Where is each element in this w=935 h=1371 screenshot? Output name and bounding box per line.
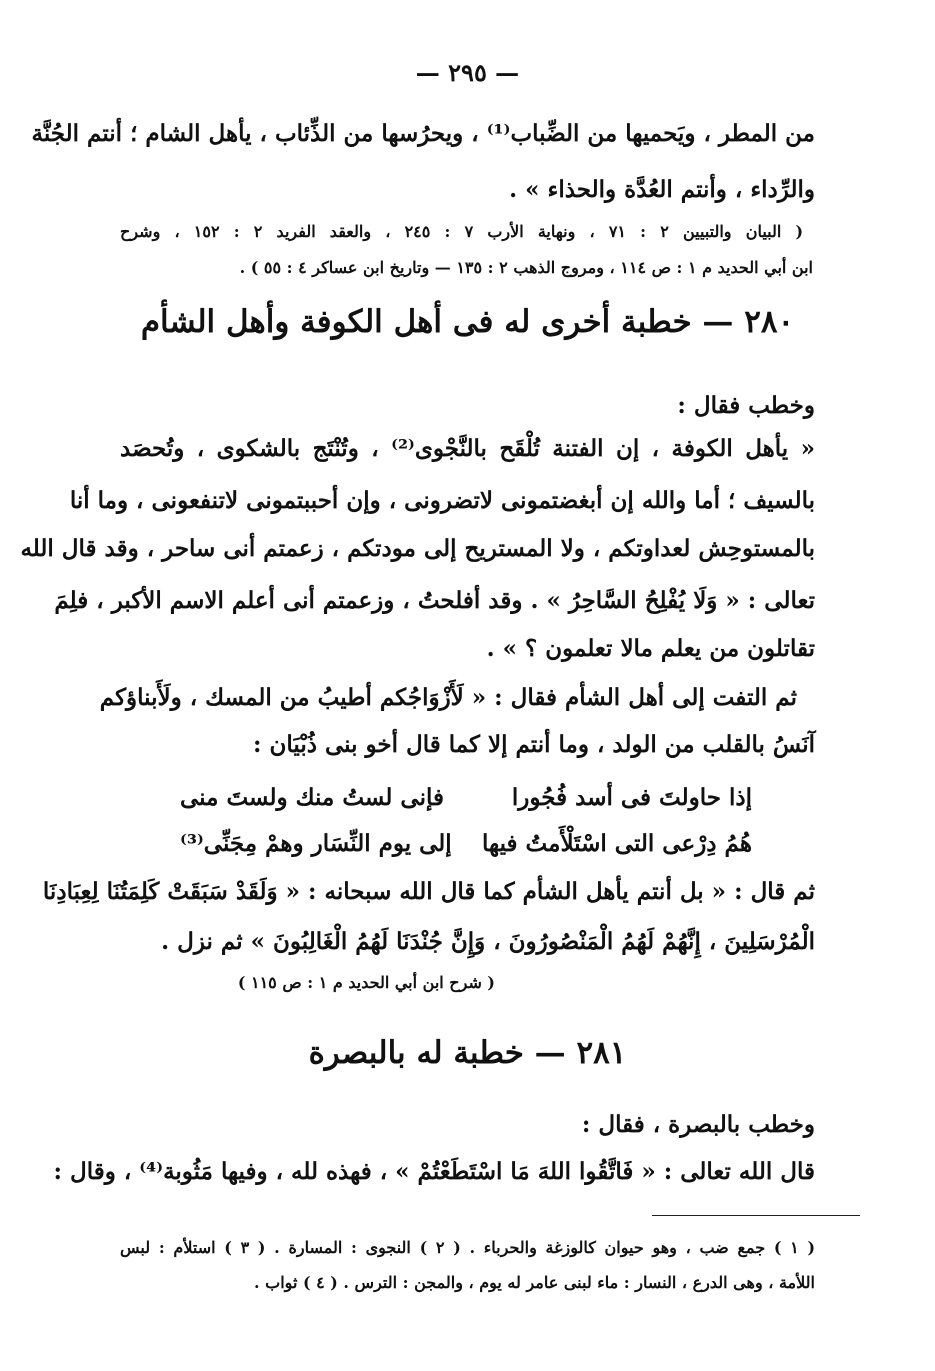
para1-line-4: بالمستوحِش لعداوتكم ، ولا المستريح إلى مودتكم ، زعمتم أنى ساحر ، وقد قال الله [20,535,815,562]
para3-line-1: ثم قال : « بل أنتم يأهل الشأم كما قال الله سبحانه : « وَلَقَدْ سَبَقَتْ كَلِمَتُنَا لِعِبَادِنَا [42,878,815,905]
para3-line-2: الْمُرْسَلِينَ ، إِنَّهُمْ لَهُمُ الْمَنْصُورُونَ ، وَإِنَّ جُنْدَنَا لَهُمُ الْغَالِبُونَ » ثم نزل . [161,928,815,955]
source-citation-2: ( شرح ابن أبي الحديد م ١ : ص ١١٥ ) [237,973,495,992]
para2-line-2: آنَسُ بالقلب من الولد ، وما أنتم إلا كما قال أخو بنى ذُبْيَان : [253,731,815,758]
section-heading-280: ٢٨٠ — خطبة أخرى له فى أهل الكوفة وأهل الشأم [140,304,795,340]
para1-line-3: بالسيف ؛ أما والله إن أبغضتمونى لاتضرونى ، وإن أحببتمونى لاتنفعونى ، وما أنا [69,487,815,514]
para4-line-1: وخطب بالبصرة ، فقال : [581,1111,815,1138]
page-number: — ٢٩٥ — [415,58,520,87]
verse-1-hemistich-2: فإنى لستُ منك ولستَ منى [180,784,445,811]
para2-line-1: ثم التفت إلى أهل الشأم فقال : « لَأَزْوَاجُكم أطيبُ من المسك ، ولَأَبناؤكم [99,684,797,711]
intro-line-2: والرِّداء ، وأنتم العُدَّة والحذاء » . [509,176,815,203]
para4-line-2: قال الله تعالى : « فَاتَّقُوا اللهَ مَا اسْتَطَعْتُمْ » ، فهذه لله ، وفيها مَثُوبة⁽⁴⁾ ، وقال : [53,1158,815,1185]
footnote-line-2: اللأمة ، وهى الدرع ، النسار : ماء لبنى عامر له يوم ، والمجن : الترس . ( ٤ ) ثواب . [254,1273,815,1292]
para1-line-1: وخطب فقال : [677,392,815,419]
para1-line-2: « يأهل الكوفة ، إن الفتنة تُلْقَح بالنَّجْوى⁽²⁾ ، وتُنْتَج بالشكوى ، وتُحصَد [120,435,815,462]
verse-1-hemistich-1: إذا حاولتَ فى أسد فُجُورا [511,784,752,811]
para1-line-6: تقاتلون من يعلم مالا تعلمون ؟ » . [486,635,815,662]
section-heading-281: ٢٨١ — خطبة له بالبصرة [308,1035,627,1071]
source-citation-1-line-1: ( البيان والتبيين ٢ : ٧١ ، ونهاية الأرب ٧ : ٢٤٥ ، والعقد الفريد ٢ : ١٥٢ ، وشرح [120,222,804,241]
footnote-line-1: ( ١ ) جمع ضب ، وهو حيوان كالوزغة والحرباء . ( ٢ ) النجوى : المسارة . ( ٣ ) استلأم : لبس [120,1238,816,1257]
para1-line-5: تعالى : « وَلَا يُفْلِحُ السَّاحِرُ » . وقد أفلحتُ ، وزعمتم أنى أعلم الاسم الأكبر ، فلِمَ [54,587,815,614]
source-citation-1-line-2: ابن أبي الحديد م ١ : ص ١١٤ ، ومروج الذهب ٢ : ١٣٥ — وتاريخ ابن عساكر ٤ : ٥٥ ) . [239,258,813,277]
footnote-divider [652,1215,860,1216]
intro-line-1: من المطر ، ويَحميها من الضِّباب⁽¹⁾ ، ويحرُسها من الذِّئاب ، يأهل الشام ؛ أنتم الجُنَّة [31,120,815,147]
verse-2-hemistich-2: إلى يوم النِّسَار وهمْ مِجَنِّى⁽³⁾ [180,830,452,857]
verse-2-hemistich-1: هُمُ دِرْعى التى اسْتَلْأَمتُ فيها [482,830,752,857]
